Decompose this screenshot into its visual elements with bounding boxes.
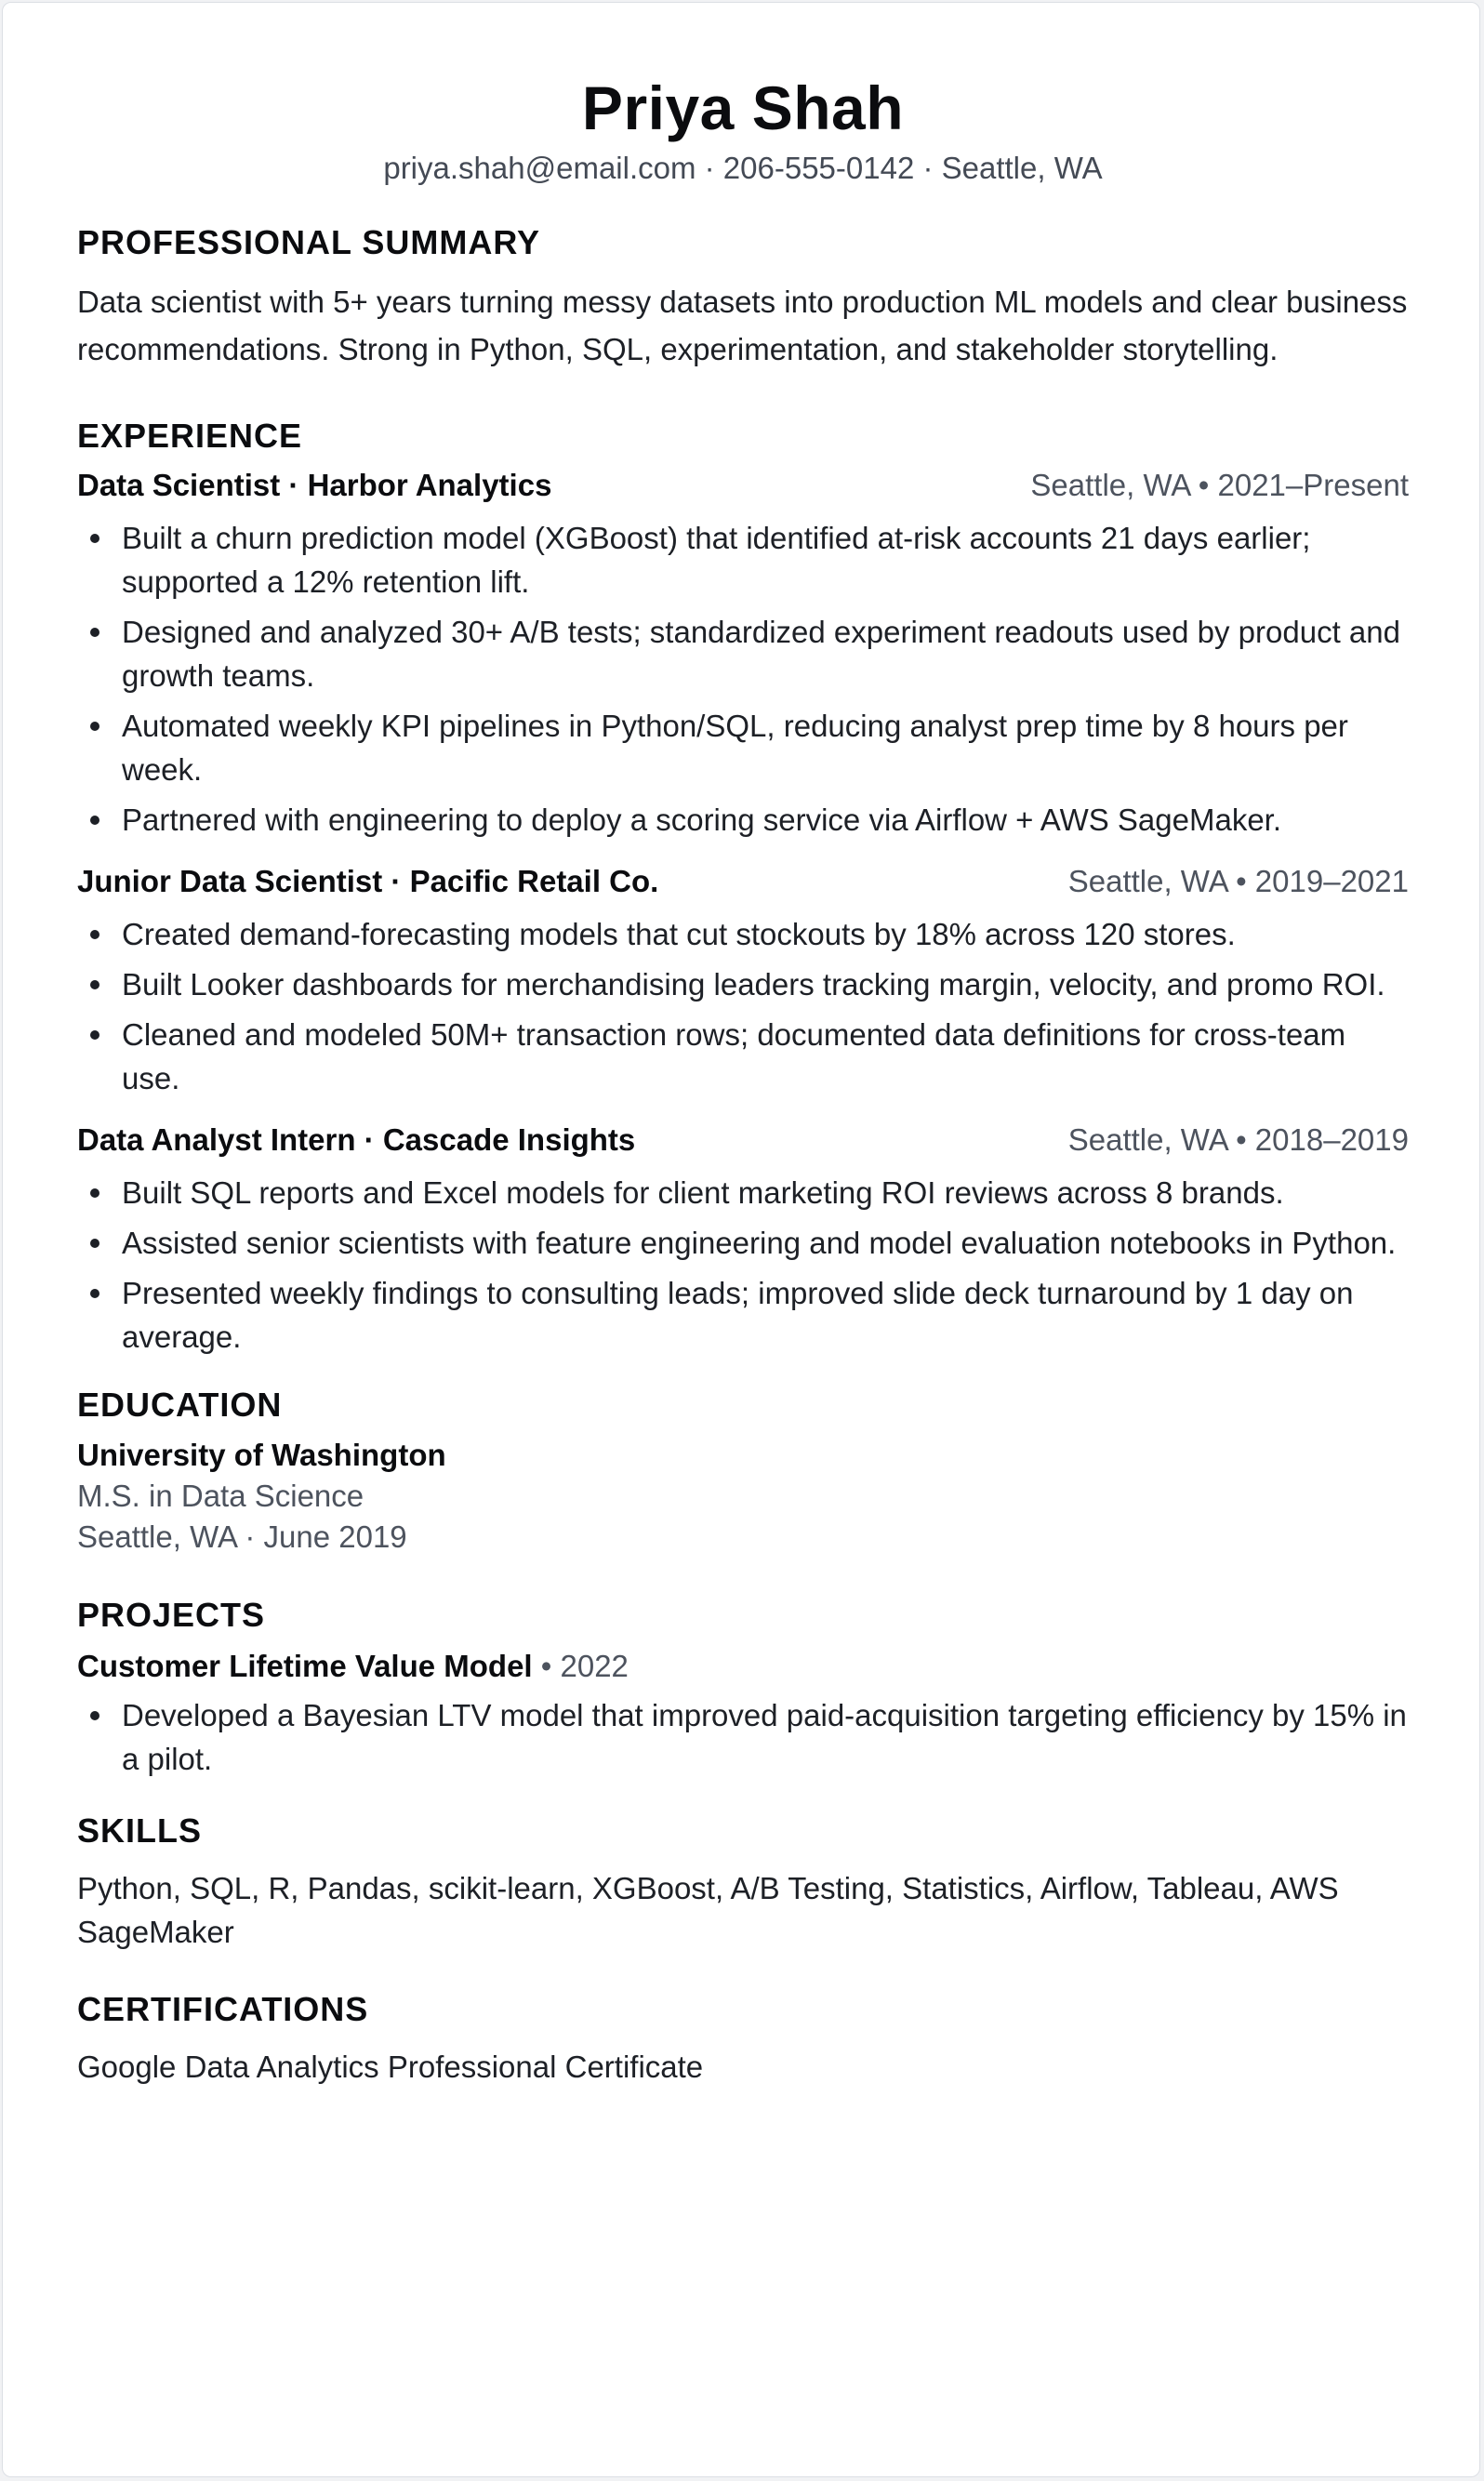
job-entry [77, 860, 1409, 1100]
bullet-text: Presented weekly findings to consulting leads; improved slide deck turnaround by 1 day on average. [122, 1276, 1354, 1354]
experience-section [77, 414, 1409, 1359]
education-details: Seattle, WA · June 2019 [77, 1519, 407, 1554]
bullet-dot-icon [90, 628, 99, 637]
job-bullets [77, 516, 1409, 842]
bullet-dot-icon [90, 1289, 99, 1298]
bullet-text: Assisted senior scientists with feature engineering and model evaluation notebooks in Python. [122, 1226, 1397, 1260]
bullet-dot-icon [90, 1188, 99, 1198]
job-header [77, 860, 1409, 903]
bullet-item [122, 1221, 1409, 1265]
section-title: PROJECTS [77, 1596, 266, 1634]
job-title: Data Scientist · Harbor Analytics [77, 468, 552, 502]
bullet-item [122, 912, 1409, 956]
summary-text: Data scientist with 5+ years turning messy datasets into production ML models and clear business recommendations. Strong in Python, SQL, experimentation, and stakeholder storytelling. [77, 285, 1408, 366]
bullet-item [122, 610, 1409, 697]
bullet-item [122, 1013, 1409, 1100]
bullet-text: Designed and analyzed 30+ A/B tests; standardized experiment readouts used by product and growth teams. [122, 615, 1400, 693]
resume-content [77, 68, 1409, 2089]
bullet-text: Built a churn prediction model (XGBoost) that identified at-risk accounts 21 days earlier; supported a 12% retention lift. [122, 521, 1311, 599]
education-degree: M.S. in Data Science [77, 1479, 364, 1513]
bullet-item [122, 1693, 1409, 1781]
bullet-text: Partnered with engineering to deploy a scoring service via Airflow + AWS SageMaker. [122, 803, 1282, 837]
job-bullets [77, 912, 1409, 1100]
bullet-dot-icon [90, 534, 99, 543]
project-header [77, 1645, 1409, 1688]
education-school: University of Washington [77, 1438, 446, 1472]
job-header [77, 1119, 1409, 1161]
summary-section [77, 220, 1409, 373]
job-entry [77, 1119, 1409, 1359]
bullet-text: Automated weekly KPI pipelines in Python/SQL, reducing analyst prep time by 8 hours per week. [122, 709, 1348, 787]
job-title: Junior Data Scientist · Pacific Retail Co. [77, 864, 659, 898]
contact-line: priya.shah@email.com · 206-555-0142 · Seattle, WA [383, 151, 1103, 185]
bullet-item [122, 798, 1409, 842]
job-title: Data Analyst Intern · Cascade Insights [77, 1122, 636, 1157]
section-title: SKILLS [77, 1811, 203, 1850]
job-meta: Seattle, WA • 2021–Present [1030, 468, 1409, 502]
section-title: CERTIFICATIONS [77, 1990, 369, 2028]
bullet-dot-icon [90, 816, 99, 825]
job-header [77, 464, 1409, 507]
section-title: PROFESSIONAL SUMMARY [77, 223, 541, 261]
bullet-item [122, 962, 1409, 1006]
section-title: EDUCATION [77, 1386, 283, 1424]
bullet-dot-icon [90, 930, 99, 939]
job-bullets [77, 1171, 1409, 1359]
certifications-section [77, 1987, 1409, 2089]
bullet-dot-icon [90, 1239, 99, 1248]
bullet-item [122, 704, 1409, 791]
skills-text: Python, SQL, R, Pandas, scikit-learn, XGBoost, A/B Testing, Statistics, Airflow, Tableau, AWS SageMaker [77, 1871, 1339, 1949]
projects-section [77, 1593, 1409, 1781]
bullet-text: Built Looker dashboards for merchandising leaders tracking margin, velocity, and promo ROI. [122, 967, 1385, 1002]
bullet-dot-icon [90, 980, 99, 989]
bullet-item [122, 516, 1409, 604]
job-meta: Seattle, WA • 2019–2021 [1067, 864, 1409, 898]
bullet-item [122, 1271, 1409, 1359]
candidate-name: Priya Shah [581, 73, 905, 142]
bullet-text: Built SQL reports and Excel models for client marketing ROI reviews across 8 brands. [122, 1175, 1284, 1210]
bullet-text: Developed a Bayesian LTV model that improved paid-acquisition targeting efficiency by 15% in a pilot. [122, 1698, 1407, 1776]
bullet-dot-icon [90, 1030, 99, 1040]
resume-page [2, 2, 1480, 2477]
project-bullets [77, 1693, 1409, 1781]
job-meta: Seattle, WA • 2018–2019 [1067, 1122, 1409, 1157]
project-year: • 2022 [532, 1649, 629, 1683]
education-section [77, 1383, 1409, 1558]
job-entry [77, 464, 1409, 842]
skills-section [77, 1809, 1409, 1954]
bullet-dot-icon [90, 1711, 99, 1720]
section-title: EXPERIENCE [77, 417, 303, 455]
bullet-dot-icon [90, 722, 99, 731]
bullet-text: Cleaned and modeled 50M+ transaction rows; documented data definitions for cross-team use. [122, 1017, 1346, 1095]
bullet-item [122, 1171, 1409, 1214]
bullet-text: Created demand-forecasting models that cut stockouts by 18% across 120 stores. [122, 917, 1236, 951]
certifications-text: Google Data Analytics Professional Certificate [77, 2050, 704, 2084]
project-name: Customer Lifetime Value Model [77, 1649, 533, 1683]
